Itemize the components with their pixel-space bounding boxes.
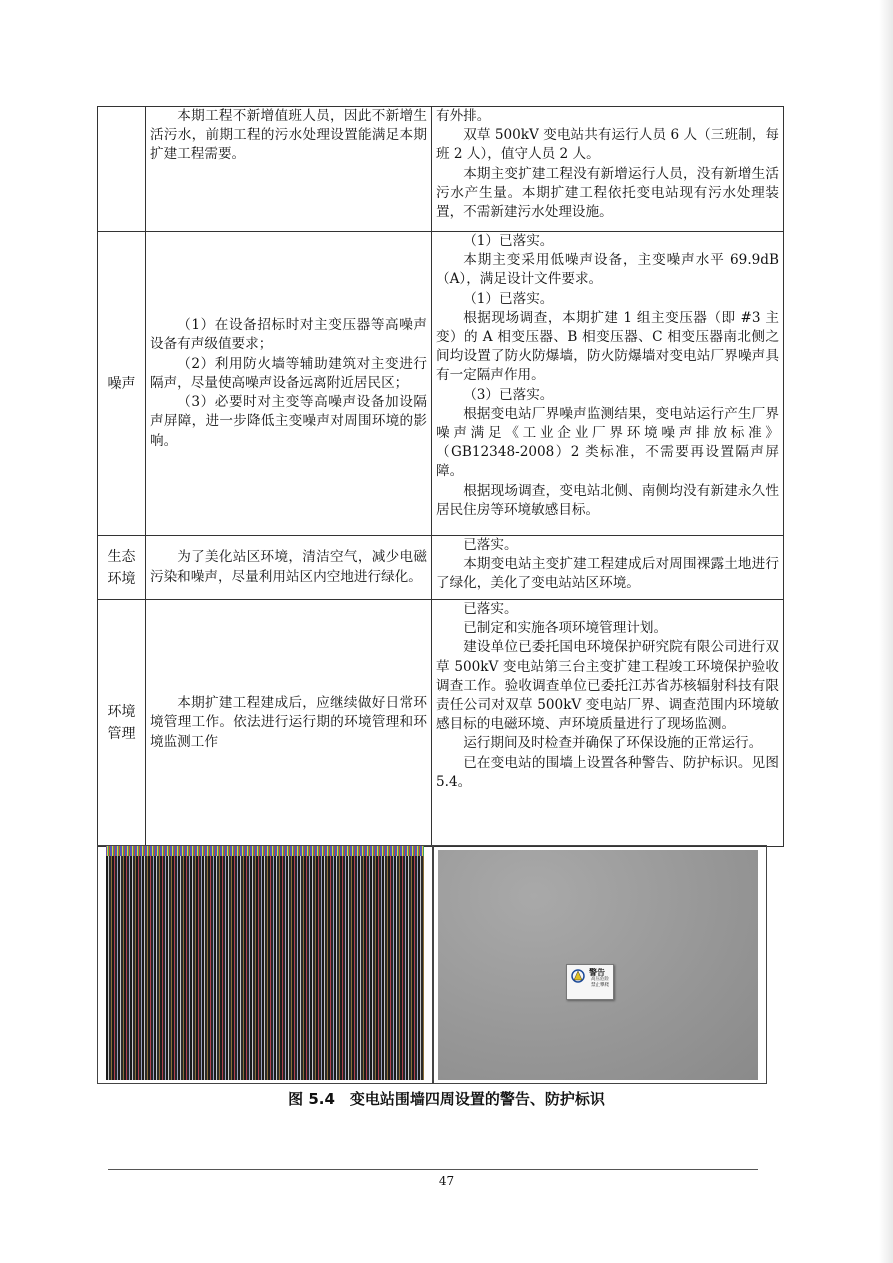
status-text: 根据变电站厂界噪声监测结果，变电站运行产生厂界噪声满足《工业企业厂界环境噪声排放标准》（GB12348-2008）2 类标准，不需要再设置隔声屏障。 xyxy=(436,405,779,480)
measure-cell xyxy=(146,536,432,600)
measure-text: （2）利用防火墙等辅助建筑对主变进行隔声，尽量使高噪声设备远离附近居民区； xyxy=(150,355,427,391)
category-cell xyxy=(98,600,146,847)
status-text: （1）已落实。 xyxy=(463,290,554,307)
status-cell xyxy=(432,536,784,600)
measures-table xyxy=(97,106,784,847)
status-text: （1）已落实。 xyxy=(463,233,554,249)
category-cell xyxy=(98,232,146,536)
wall-photo xyxy=(438,850,758,1080)
category-cell xyxy=(98,107,146,232)
photo-left xyxy=(97,845,433,1084)
measure-cell xyxy=(146,107,432,232)
category-cell xyxy=(98,536,146,600)
status-text: 本期主变扩建工程没有新增运行人员，没有新增生活污水产生量。本期扩建工程依托变电站现有污水处理装置，不需新建污水处理设施。 xyxy=(436,165,779,221)
photo-right xyxy=(433,845,767,1084)
status-cell xyxy=(432,107,784,232)
category-label: 环境管理 xyxy=(107,704,136,742)
photo-noise-band xyxy=(106,846,424,856)
page-number: 47 xyxy=(438,1174,455,1188)
status-text: 根据现场调查，变电站北侧、南侧均没有新建永久性居民住房等环境敏感目标。 xyxy=(436,482,779,518)
measure-text: 本期工程不新增值班人员，因此不新增生活污水，前期工程的污水处理设置能满足本期扩建工程需要。 xyxy=(150,108,427,163)
table-row xyxy=(98,232,784,536)
page-edge-shadow xyxy=(879,0,893,1263)
corrupted-photo xyxy=(106,846,424,1080)
sign-heading: 警告 xyxy=(589,968,605,977)
measure-cell xyxy=(146,232,432,536)
table-row xyxy=(98,536,784,600)
category-label: 生态环境 xyxy=(107,548,136,587)
measure-text: 为了美化站区环境，清洁空气，减少电磁污染和噪声，尽量利用站区内空地进行绿化。 xyxy=(150,549,427,585)
footer-rule xyxy=(108,1169,758,1170)
status-text: 双草 500kV 变电站共有运行人员 6 人（三班制，每班 2 人），值守人员 2 人。 xyxy=(436,127,779,163)
status-cell xyxy=(432,600,784,847)
status-text: 已落实。 xyxy=(463,601,518,617)
figure-caption: 图 5.4 变电站围墙四周设置的警告、防护标识 xyxy=(288,1090,605,1108)
category-label: 噪声 xyxy=(107,375,136,392)
measure-cell xyxy=(146,600,432,847)
status-text: 已落实。 xyxy=(463,537,518,553)
warning-sign xyxy=(566,964,614,1000)
status-text: 有外排。 xyxy=(436,108,491,124)
status-text: 运行期间及时检查并确保了环保设施的正常运行。 xyxy=(463,735,763,752)
status-text: 建设单位已委托国电环境保护研究院有限公司进行双草 500kV 变电站第三台主变扩建工程竣工环境保护验收调查工作。验收调查单位已委托江苏省苏核辐射科技有限责任公司对双草 500kV 变电站厂界、调查范围内环境敏感目标的电磁环境、声环境质量进行了现场监测。 xyxy=(436,639,779,733)
status-text: 已在变电站的围墙上设置各种警告、防护标识。见图 5.4。 xyxy=(436,754,779,790)
table-row xyxy=(98,600,784,847)
status-text: （3）已落实。 xyxy=(463,386,554,403)
sign-emblem-icon xyxy=(570,968,586,984)
table-row xyxy=(98,107,784,232)
measure-text: 本期扩建工程建成后，应继续做好日常环境管理工作。依法进行运行期的环境管理和环境监测工作 xyxy=(150,695,427,750)
status-text: 已制定和实施各项环境管理计划。 xyxy=(463,620,668,637)
status-text: 本期变电站主变扩建工程建成后对周围裸露土地进行了绿化，美化了变电站站区环境。 xyxy=(436,556,779,592)
sign-body: 高压危险 禁止攀爬 xyxy=(591,977,609,988)
measure-text: （3）必要时对主变等高噪声设备加设隔声屏障，进一步降低主变噪声对周围环境的影响。 xyxy=(150,394,427,449)
status-cell xyxy=(432,232,784,536)
status-text: 根据现场调查，本期扩建 1 组主变压器（即 #3 主变）的 A 相变压器、B 相变压器、C 相变压器南北侧之间均设置了防火防爆墙，防火防爆墙对变电站厂界噪声具有一定隔声作用。 xyxy=(436,309,779,384)
figure-photos xyxy=(97,845,767,1084)
measure-text: （1）在设备招标时对主变压器等高噪声设备有声级值要求； xyxy=(150,317,427,353)
status-text: 本期主变采用低噪声设备，主变噪声水平 69.9dB（A），满足设计文件要求。 xyxy=(436,252,779,288)
